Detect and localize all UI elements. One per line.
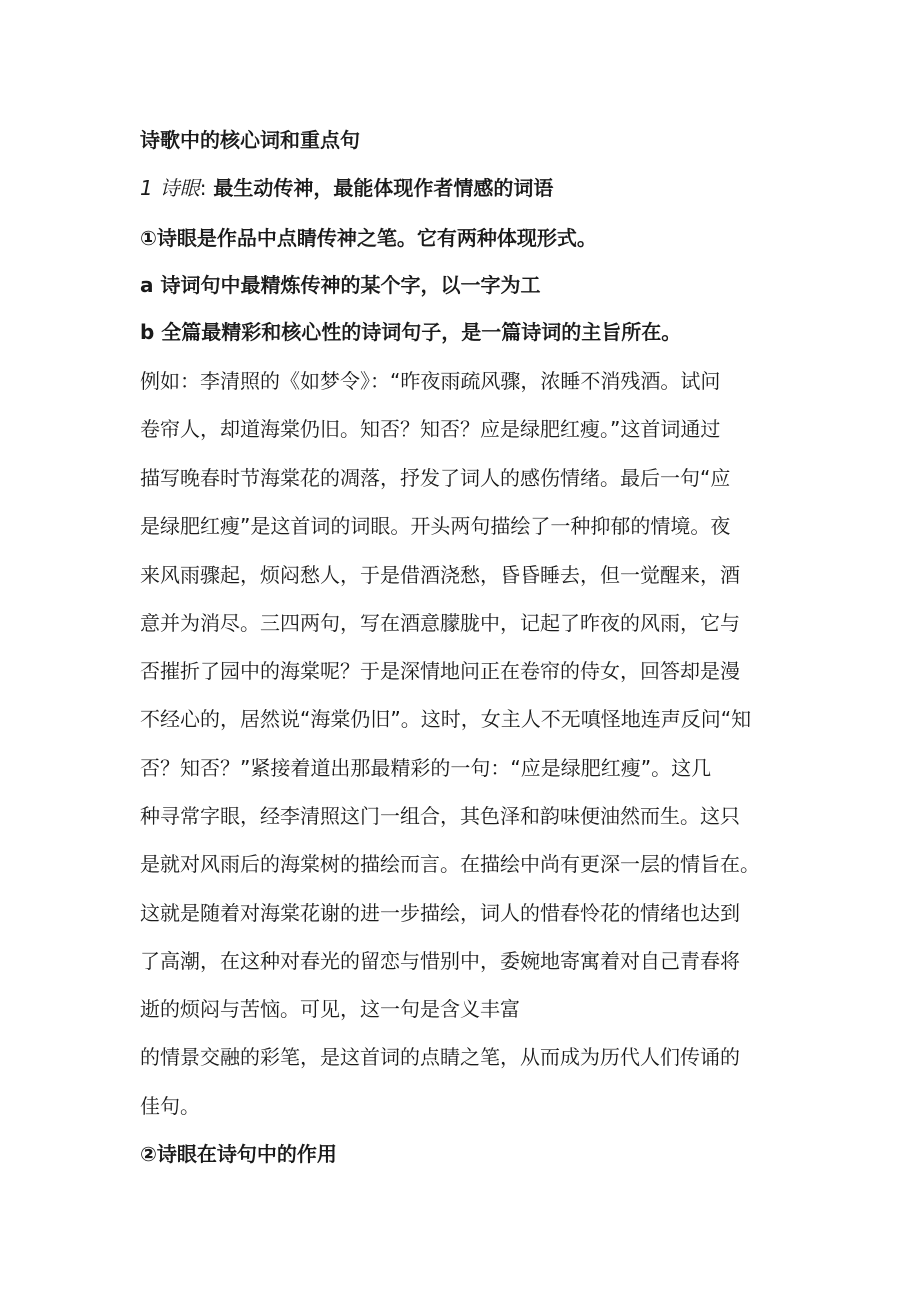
document-title: 诗歌中的核心词和重点句 — [140, 128, 360, 152]
example-line: 佳句。 — [140, 1094, 200, 1118]
example-line: 是就对风雨后的海棠树的描绘而言。在描绘中尚有更深一层的情旨在。 — [140, 852, 760, 876]
point-2: ②诗眼在诗句中的作用 — [140, 1142, 337, 1166]
section-1-heading — [140, 176, 553, 200]
example-line: 这就是随着对海棠花谢的进一步描绘，词人的惜春怜花的情绪也达到 — [140, 901, 740, 925]
example-line: 描写晚春时节海棠花的凋落，抒发了词人的感伤情绪。最后一句“应 — [140, 466, 731, 490]
section-1-term: 诗眼 — [159, 176, 200, 200]
example-line: 逝的烦闷与苦恼。可见，这一句是含义丰富 — [140, 997, 520, 1021]
example-line: 卷帘人，却道海棠仍旧。知否？知否？应是绿肥红瘦。”这首词通过 — [140, 417, 721, 441]
example-line: 是绿肥红瘦”是这首词的词眼。开头两句描绘了一种抑郁的情境。夜 — [140, 514, 731, 538]
example-line: 种寻常字眼，经李清照这门一组合，其色泽和韵味便油然而生。这只 — [140, 804, 740, 828]
example-line: 意并为消尽。三四两句，写在酒意朦胧中，记起了昨夜的风雨，它与 — [140, 611, 740, 635]
section-1-definition: 最生动传神，最能体现作者情感的词语 — [213, 176, 554, 200]
example-line: 否？知否？”紧接着道出那最精彩的一句：“应是绿肥红瘦”。这几 — [140, 756, 712, 780]
section-1-number: 1 — [140, 176, 153, 200]
example-line: 否摧折了园中的海棠呢？于是深情地问正在卷帘的侍女，回答却是漫 — [140, 659, 740, 683]
point-a: a 诗词句中最精炼传神的某个字，以一字为工 — [140, 273, 541, 297]
example-line: 的情景交融的彩笔，是这首词的点睛之笔，从而成为历代人们传诵的 — [140, 1045, 740, 1069]
example-line: 来风雨骤起，烦闷愁人，于是借酒浇愁，昏昏睡去，但一觉醒来，酒 — [140, 563, 740, 587]
example-line: 了高潮，在这种对春光的留恋与惜别中，委婉地寄寓着对自己青春将 — [140, 949, 740, 973]
point-b: b 全篇最精彩和核心性的诗词句子，是一篇诗词的主旨所在。 — [140, 320, 682, 344]
point-1: ①诗眼是作品中点睛传神之笔。它有两种体现形式。 — [140, 226, 597, 250]
example-line: 不经心的，居然说“海棠仍旧”。这时，女主人不无嗔怪地连声反问“知 — [140, 707, 752, 731]
section-1-colon: : — [199, 176, 207, 200]
example-line: 例如：李清照的《如梦令》：“昨夜雨疏风骤，浓睡不消残酒。试问 — [140, 369, 721, 393]
